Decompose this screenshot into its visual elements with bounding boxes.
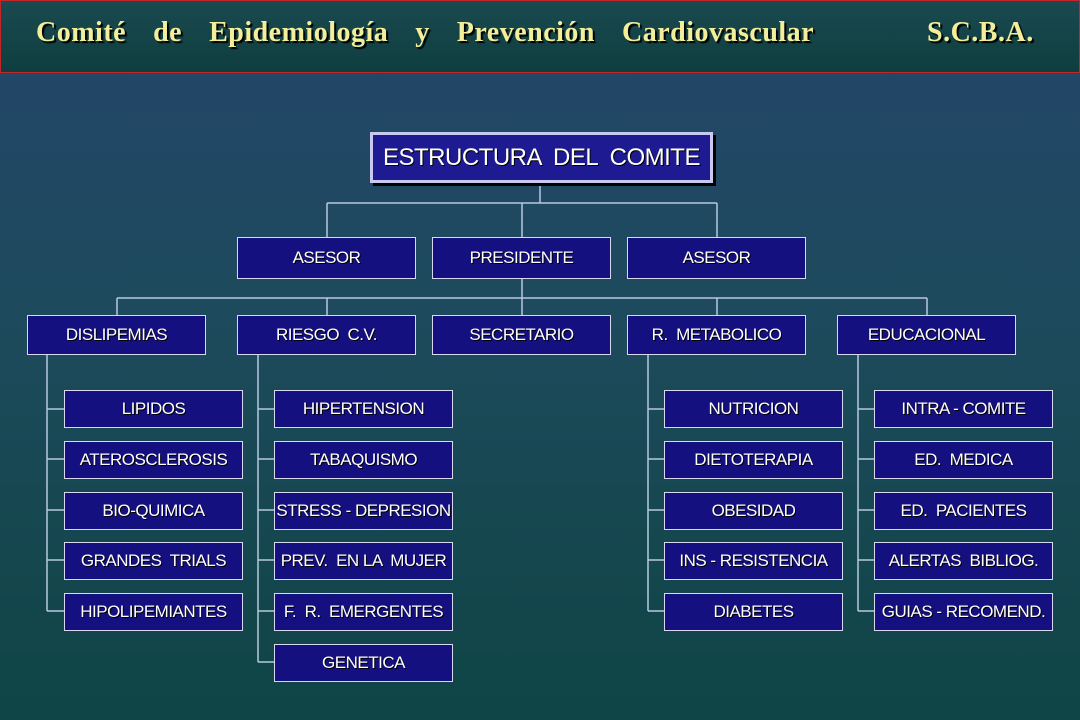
riesgo-item: GENETICA <box>274 644 453 682</box>
dislipemias-item: GRANDES TRIALS <box>64 542 243 580</box>
riesgo-item: PREV. EN LA MUJER <box>274 542 453 580</box>
metabolico-box: R. METABOLICO <box>627 315 806 355</box>
header-title: Comité de Epidemiología y Prevención Cardiovascular <box>36 17 815 48</box>
root-box: ESTRUCTURA DEL COMITE <box>370 132 713 183</box>
dislipemias-item: LIPIDOS <box>64 390 243 428</box>
riesgo-item: TABAQUISMO <box>274 441 453 479</box>
secretario-box: SECRETARIO <box>432 315 611 355</box>
metabolico-item: NUTRICION <box>664 390 843 428</box>
educacional-item: ED. PACIENTES <box>874 492 1053 530</box>
dislipemias-item: HIPOLIPEMIANTES <box>64 593 243 631</box>
riesgo-item: F. R. EMERGENTES <box>274 593 453 631</box>
presidente-box: PRESIDENTE <box>432 237 611 279</box>
riesgo-item: HIPERTENSION <box>274 390 453 428</box>
header-org: S.C.B.A. <box>927 17 1034 48</box>
asesor-right-box: ASESOR <box>627 237 806 279</box>
dislipemias-item: ATEROSCLEROSIS <box>64 441 243 479</box>
metabolico-item: DIETOTERAPIA <box>664 441 843 479</box>
metabolico-item: OBESIDAD <box>664 492 843 530</box>
educacional-item: INTRA - COMITE <box>874 390 1053 428</box>
metabolico-item: INS - RESISTENCIA <box>664 542 843 580</box>
asesor-left-box: ASESOR <box>237 237 416 279</box>
dislipemias-item: BIO-QUIMICA <box>64 492 243 530</box>
educacional-box: EDUCACIONAL <box>837 315 1016 355</box>
educacional-item: ALERTAS BIBLIOG. <box>874 542 1053 580</box>
dislipemias-box: DISLIPEMIAS <box>27 315 206 355</box>
riesgo-item: STRESS - DEPRESION <box>274 492 453 530</box>
educacional-item: GUIAS - RECOMEND. <box>874 593 1053 631</box>
riesgo-cv-box: RIESGO C.V. <box>237 315 416 355</box>
metabolico-item: DIABETES <box>664 593 843 631</box>
educacional-item: ED. MEDICA <box>874 441 1053 479</box>
